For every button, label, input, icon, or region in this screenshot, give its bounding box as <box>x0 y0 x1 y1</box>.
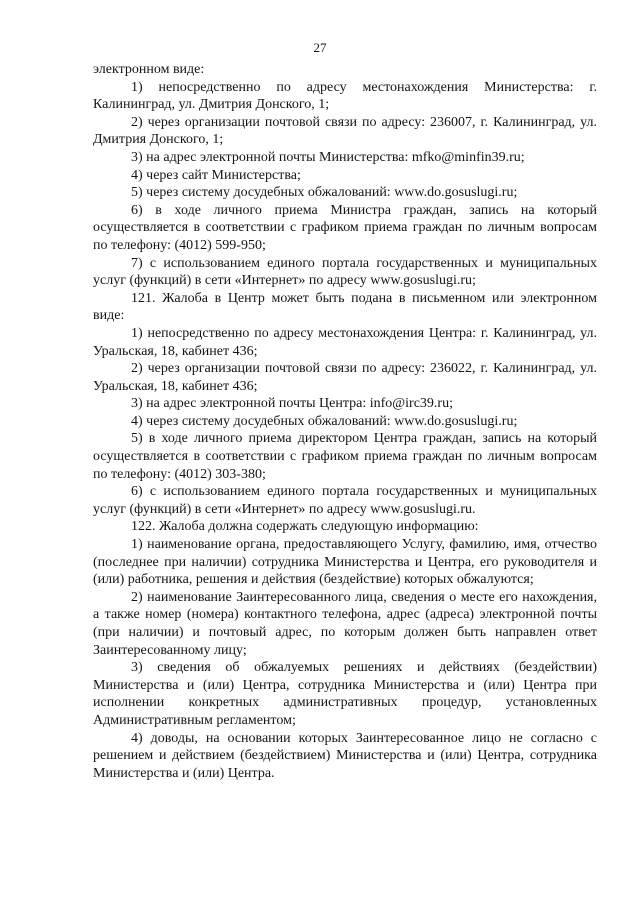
page-number: 27 <box>313 40 327 55</box>
paragraph: 5) через систему досудебных обжалований: www.do.gosuslugi.ru; <box>131 185 518 201</box>
paragraph: 3) на адрес электронной почты Министерства: mfko@minfin39.ru; <box>131 149 525 165</box>
paragraph: 6) с использованием единого портала государственных и муниципальных услуг (функций) в сети «Интернет» по адресу www.gosuslugi.ru. <box>93 484 597 517</box>
paragraph: 2) через организации почтовой связи по адресу: 236007, г. Калининград, ул. Дмитрия Донского, 1; <box>93 114 597 148</box>
paragraph: 121. Жалоба в Центр может быть подана в письменном или электронном виде: <box>93 290 597 324</box>
document-body <box>93 61 597 782</box>
paragraph: электронном виде: <box>93 62 205 77</box>
paragraph: 1) непосредственно по адресу местонахождения Центра: г. Калининград, ул. Уральская, 18, кабинет 436; <box>93 325 597 359</box>
paragraph: 6) в ходе личного приема Министра граждан, запись на который осуществляется в соответствии с графиком приема граждан по личным вопросам по телефону: (4012) 599-950; <box>93 202 597 253</box>
paragraph: 3) на адрес электронной почты Центра: info@irc39.ru; <box>131 396 453 412</box>
paragraph: 4) доводы, на основании которых Заинтересованное лицо не согласно с решением и действием (бездействием) Министерства и (или) Центра, сотрудника Министерства и (или) Центра. <box>93 730 597 781</box>
paragraph: 2) через организации почтовой связи по адресу: 236022, г. Калининград, ул. Уральская, 18, кабинет 436; <box>93 361 597 394</box>
paragraph: 1) наименование органа, предоставляющего Услугу, фамилию, имя, отчество (последнее при наличии) сотрудника Министерства и Центра, его руководителя и (или) работника, решения и действия (бездействие) которых обжалуются; <box>93 537 597 588</box>
paragraph: 5) в ходе личного приема директором Центра граждан, запись на который осуществляется в соответствии с графиком приема граждан по личным вопросам по телефону: (4012) 303-380; <box>93 431 597 482</box>
paragraph: 1) непосредственно по адресу местонахождения Министерства: г. Калининград, ул. Дмитрия Донского, 1; <box>93 79 597 113</box>
paragraph: 4) через сайт Министерства; <box>131 167 301 183</box>
paragraph: 3) сведения об обжалуемых решениях и действиях (бездействии) Министерства и (или) Центра, сотрудника Министерства и (или) Центра при исполнении конкретных административных процедур, установленных Административным регламентом; <box>93 660 597 728</box>
paragraph: 122. Жалоба должна содержать следующую информацию: <box>131 519 479 535</box>
paragraph: 4) через систему досудебных обжалований: www.do.gosuslugi.ru; <box>131 413 518 429</box>
paragraph: 2) наименование Заинтересованного лица, сведения о месте его нахождения, а также номер (номера) контактного телефона, адрес (адреса) электронной почты (при наличии) и почтовый адрес, по которым должен быть направлен ответ Заинтересованному лицу; <box>93 589 597 658</box>
paragraph: 7) с использованием единого портала государственных и муниципальных услуг (функций) в сети «Интернет» по адресу www.gosuslugi.ru; <box>93 255 597 289</box>
